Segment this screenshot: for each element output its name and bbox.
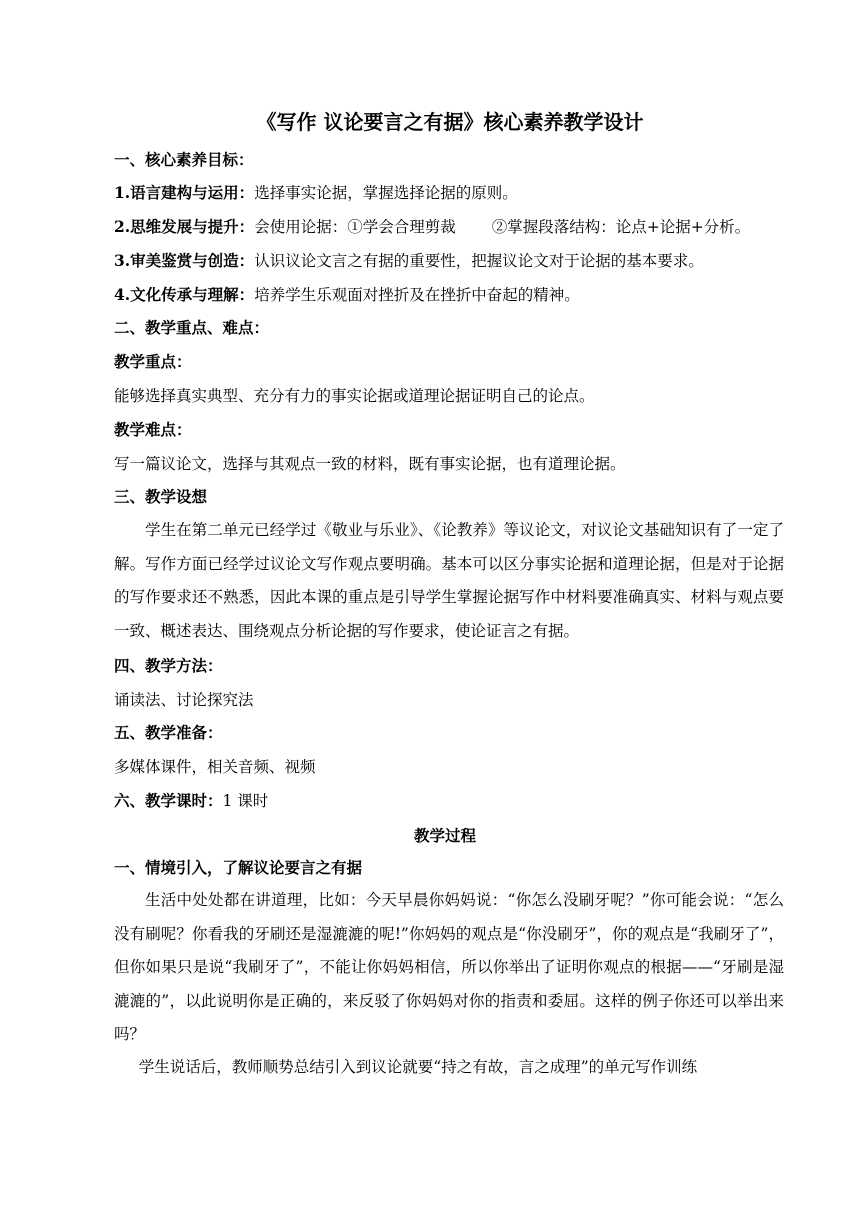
section-5-text: 多媒体课件，相关音频、视频 (114, 758, 316, 776)
objective-4-text: 培养学生乐观面对挫折及在挫折中奋起的精神。 (254, 286, 580, 304)
section-6 (114, 791, 268, 811)
objective-2-text-b: ②掌握段落结构：论点+论据+分析。 (491, 218, 751, 236)
objective-1-text: 选择事实论据，掌握选择论据的原则。 (254, 184, 518, 202)
process-1-paragraph-1: 生活中处处都在讲道理，比如：今天早晨你妈妈说：“你怎么没刷牙呢？”你可能会说：“怎么没有刷呢？你看我的牙刷还是湿漉漉的呢!”你妈妈的观点是“你没刷牙”，你的观点是“我刷牙了”，但你如果只是说“我刷牙了”，不能让你妈妈相信，所以你举出了证明你观点的根据——“牙刷是湿漉漉的”，以此说明你是正确的，来反驳了你妈妈对你的指责和委屈。这样的例子你还可以举出来吗？ (114, 891, 784, 1043)
section-6-text: 1 课时 (222, 792, 269, 810)
objective-2 (114, 217, 750, 237)
objective-1 (114, 183, 518, 203)
difficulty-label: 教学难点： (114, 420, 192, 439)
section-6-heading: 六、教学课时： (114, 791, 223, 810)
section-5-heading: 五、教学准备： (114, 723, 223, 742)
objective-1-label: 1.语言建构与运用： (114, 183, 255, 202)
key-point-label: 教学重点： (114, 352, 192, 371)
section-4-heading: 四、教学方法： (114, 656, 223, 675)
objective-3 (114, 251, 704, 271)
objective-3-label: 3.审美鉴赏与创造： (114, 251, 255, 270)
section-3-paragraph: 学生在第二单元已经学过《敬业与乐业》、《论教养》等议论文，对议论文基础知识有了一定了解。写作方面已经学过议论文写作观点要明确。基本可以区分事实论据和道理论据，但是对于论据的写作要求还不熟悉，因此本课的重点是引导学生掌握论据写作中材料要准确真实、材料与观点要一致、概述表达、围绕观点分析论据的写作要求，使论证言之有据。 (114, 521, 784, 640)
objective-3-text: 认识议论文言之有据的重要性，把握议论文对于论据的基本要求。 (254, 252, 704, 270)
section-4-text: 诵读法、讨论探究法 (114, 691, 254, 709)
section-3-heading: 三、教学设想 (114, 487, 208, 506)
process-1-heading: 一、情境引入，了解议论要言之有据 (114, 858, 363, 877)
section-2-heading: 二、教学重点、难点： (114, 318, 270, 337)
process-title: 教学过程 (413, 826, 476, 845)
difficulty-text: 写一篇议论文，选择与其观点一致的材料，既有事实论据，也有道理论据。 (114, 455, 626, 473)
objective-2-label: 2.思维发展与提升： (114, 217, 255, 236)
objective-4-label: 4.文化传承与理解： (114, 285, 255, 304)
objective-4 (114, 285, 580, 305)
key-point-text: 能够选择真实典型、充分有力的事实论据或道理论据证明自己的论点。 (114, 387, 595, 405)
document-title: 《写作 议论要言之有据》核心素养教学设计 (256, 110, 644, 134)
process-1-paragraph-2: 学生说话后，教师顺势总结引入到议论就要“持之有故，言之成理”的单元写作训练 (138, 1058, 698, 1076)
section-1-heading: 一、核心素养目标： (114, 150, 254, 169)
objective-2-text: 会使用论据：①学会合理剪裁 (254, 218, 456, 236)
